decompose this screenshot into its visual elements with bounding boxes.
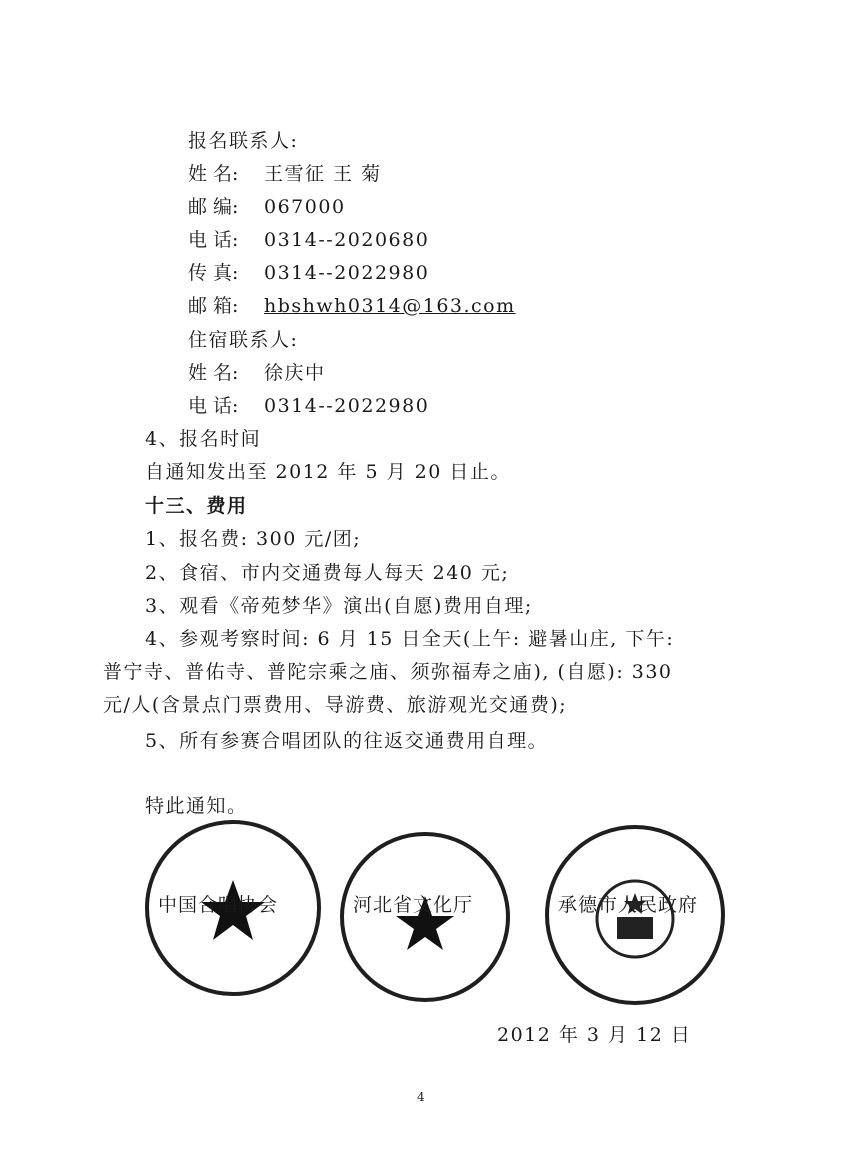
registration-phone-row [188,227,429,253]
fee-item: 5、所有参赛合唱团队的往返交通费用自理。 [145,730,549,752]
registration-postcode-row [188,194,346,220]
registration-fax-label: 传 真: [188,262,239,284]
registration-email-label: 邮 箱: [188,295,239,317]
seal-org-label: 承德市人民政府 [558,894,699,916]
registration-postcode-label: 邮 编: [188,196,239,218]
signup-time-heading: 4、报名时间 [145,428,262,450]
registration-name-label: 姓 名: [188,163,239,185]
registration-fax-value: 0314--2022980 [264,262,430,284]
fee-item-continued: 普宁寺、普佑寺、普陀宗乘之庙、须弥福寿之庙), (自愿): 330 [103,661,673,683]
page-number: 4 [417,1090,425,1104]
lodging-phone-value: 0314--2022980 [264,395,430,417]
lodging-name-row [188,360,326,386]
lodging-phone-row [188,393,429,419]
fee-item-continued: 元/人(含景点门票费用、导游费、旅游观光交通费); [103,694,568,716]
seal-org-label: 中国合唱协会 [158,894,279,916]
registration-phone-label: 电 话: [188,229,239,251]
fee-item: 3、观看《帝苑梦华》演出(自愿)费用自理; [145,595,533,617]
lodging-heading: 住宿联系人: [188,329,299,351]
signup-time-text: 自通知发出至 2012 年 5 月 20 日止。 [145,461,511,483]
document-date: 2012 年 3 月 12 日 [497,1024,692,1046]
registration-postcode-value: 067000 [264,196,346,218]
lodging-name-value: 徐庆中 [264,362,326,384]
fee-item: 1、报名费: 300 元/团; [145,528,362,550]
fees-heading: 十三、费用 [145,495,248,517]
fee-item: 4、参观考察时间: 6 月 15 日全天(上午: 避暑山庄, 下午: [145,628,675,650]
star-seal-icon [340,832,510,1002]
registration-email-row [188,293,516,319]
registration-name-value: 王雪征 王 菊 [264,163,382,185]
seal-org-label: 河北省文化厅 [353,894,474,916]
registration-email-link[interactable]: hbshwh0314@163.com [264,295,516,317]
closing-text: 特此通知。 [145,795,248,817]
registration-phone-value: 0314--2020680 [264,229,430,251]
fee-item: 2、食宿、市内交通费每人每天 240 元; [145,562,510,584]
registration-name-row [188,161,382,187]
lodging-name-label: 姓 名: [188,362,239,384]
lodging-phone-label: 电 话: [188,395,239,417]
registration-fax-row [188,260,429,286]
registration-heading: 报名联系人: [188,130,299,152]
